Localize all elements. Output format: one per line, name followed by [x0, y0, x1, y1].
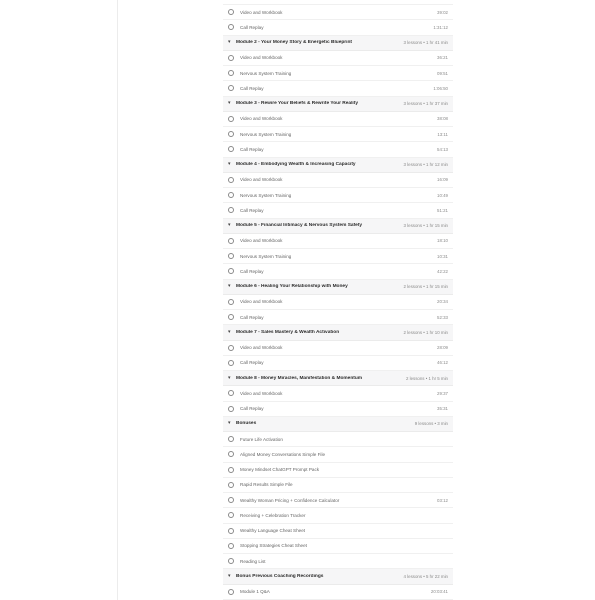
lesson-row[interactable]	[223, 81, 453, 96]
radio-circle-icon	[228, 390, 234, 396]
lesson-duration: 52:33	[437, 314, 448, 320]
module-header[interactable]	[223, 36, 453, 51]
module-header[interactable]	[223, 569, 453, 584]
lesson-duration: 29:37	[437, 390, 448, 396]
radio-circle-icon	[228, 436, 234, 442]
radio-circle-icon	[228, 238, 234, 244]
sidebar-divider	[117, 0, 118, 600]
radio-circle-icon	[228, 177, 234, 183]
lesson-row[interactable]	[223, 539, 453, 554]
module-meta: 9 lessons • 3 min	[414, 421, 448, 427]
lesson-title: Reading List	[240, 558, 266, 564]
module-header[interactable]	[223, 280, 453, 295]
radio-circle-icon	[228, 451, 234, 457]
lesson-row[interactable]	[223, 478, 453, 493]
radio-circle-icon	[228, 70, 234, 76]
lesson-row[interactable]	[223, 341, 453, 356]
lesson-row[interactable]	[223, 173, 453, 188]
radio-circle-icon	[228, 116, 234, 122]
radio-circle-icon	[228, 512, 234, 518]
lesson-row[interactable]	[223, 20, 453, 35]
radio-circle-icon	[228, 9, 234, 15]
module-meta: 3 lessons • 1 hr 37 min	[403, 101, 448, 107]
lesson-row[interactable]	[223, 493, 453, 508]
lesson-title: Call Replay	[240, 24, 264, 30]
module-title: Module 7 - Sales Mastery & Wealth Activation	[236, 329, 340, 335]
lesson-title: Video and Workbook	[240, 238, 283, 244]
lesson-row[interactable]	[223, 524, 453, 539]
module-title: Bonuses	[236, 421, 257, 427]
lesson-row[interactable]	[223, 5, 453, 20]
lesson-title: Future Life Activation	[240, 436, 283, 442]
lesson-title: Money Mindset ChatGPT Prompt Pack	[240, 467, 320, 473]
radio-circle-icon	[228, 268, 234, 274]
module-header[interactable]	[223, 417, 453, 432]
module-header[interactable]	[223, 219, 453, 234]
lesson-row[interactable]	[223, 585, 453, 600]
lesson-row[interactable]	[223, 463, 453, 478]
lesson-duration: 28:09	[437, 345, 448, 351]
radio-circle-icon	[228, 253, 234, 259]
module-title: Bonus Previous Coaching Recordings	[236, 573, 324, 579]
lesson-duration: 35:31	[437, 406, 448, 412]
lesson-row[interactable]	[223, 112, 453, 127]
lesson-duration: 20:03:41	[430, 589, 448, 595]
radio-circle-icon	[228, 360, 234, 366]
lesson-title: Call Replay	[240, 268, 264, 274]
lesson-row[interactable]	[223, 554, 453, 569]
radio-circle-icon	[228, 299, 234, 305]
chevron-down-icon: ▾	[228, 39, 231, 46]
lesson-duration: 13:11	[437, 131, 448, 137]
radio-circle-icon	[228, 589, 234, 595]
lesson-duration: 36:21	[437, 55, 448, 61]
module-meta: 3 lessons • 1 hr 41 min	[403, 40, 448, 46]
lesson-duration: 46:12	[437, 360, 448, 366]
radio-circle-icon	[228, 85, 234, 91]
lesson-row[interactable]	[223, 249, 453, 264]
course-curriculum-list	[223, 0, 453, 600]
lesson-title: Call Replay	[240, 85, 264, 91]
lesson-title: Call Replay	[240, 406, 264, 412]
chevron-down-icon: ▾	[228, 374, 231, 381]
module-title: Module 2 - Your Money Story & Energetic Blueprint	[236, 40, 353, 46]
lesson-row[interactable]	[223, 447, 453, 462]
module-header[interactable]	[223, 325, 453, 340]
module-title: Module 6 - Healing Your Relationship with Money	[236, 284, 348, 290]
chevron-down-icon: ▾	[228, 100, 231, 107]
lesson-row[interactable]	[223, 264, 453, 279]
radio-circle-icon	[228, 131, 234, 137]
radio-circle-icon	[228, 314, 234, 320]
lesson-title: Call Replay	[240, 360, 264, 366]
lesson-title: Call Replay	[240, 207, 264, 213]
lesson-title: Wealthy Woman Pricing + Confidence Calculator	[240, 497, 340, 503]
radio-circle-icon	[228, 345, 234, 351]
lesson-duration: 10:31	[437, 253, 448, 259]
radio-circle-icon	[228, 406, 234, 412]
module-title: Module 5 - Financial Intimacy & Nervous System Safety	[236, 223, 363, 229]
lesson-row[interactable]	[223, 142, 453, 157]
lesson-duration: 38:08	[437, 116, 448, 122]
radio-circle-icon	[228, 24, 234, 30]
lesson-title: Nervous System Training	[240, 131, 292, 137]
lesson-duration: 51:21	[437, 207, 448, 213]
lesson-title: Nervous System Training	[240, 253, 292, 259]
lesson-title: Video and Workbook	[240, 116, 283, 122]
lesson-row[interactable]	[223, 234, 453, 249]
lesson-row[interactable]	[223, 51, 453, 66]
lesson-row[interactable]	[223, 386, 453, 401]
lesson-duration: 54:13	[437, 146, 448, 152]
chevron-down-icon: ▾	[228, 328, 231, 335]
lesson-duration: 16:09	[437, 177, 448, 183]
lesson-title: Stopping Strategies Cheat Sheet	[240, 543, 307, 549]
lesson-duration: 18:10	[437, 238, 448, 244]
chevron-down-icon: ▾	[228, 283, 231, 290]
module-meta: 2 lessons • 1 hr 10 min	[403, 329, 448, 335]
lesson-title: Video and Workbook	[240, 299, 283, 305]
lesson-title: Video and Workbook	[240, 9, 283, 15]
lesson-row[interactable]	[223, 508, 453, 523]
lesson-row[interactable]	[223, 203, 453, 218]
module-header[interactable]	[223, 97, 453, 112]
lesson-row[interactable]	[223, 188, 453, 203]
radio-circle-icon	[228, 482, 234, 488]
lesson-title: Call Replay	[240, 314, 264, 320]
chevron-down-icon: ▾	[228, 222, 231, 229]
lesson-title: Video and Workbook	[240, 55, 283, 61]
radio-circle-icon	[228, 543, 234, 549]
lesson-title: Video and Workbook	[240, 345, 283, 351]
module-header[interactable]	[223, 371, 453, 386]
lesson-title: Nervous System Training	[240, 192, 292, 198]
lesson-title: Rapid Results Simple File	[240, 482, 293, 488]
lesson-title: Call Replay	[240, 146, 264, 152]
lesson-duration: 42:22	[437, 268, 448, 274]
lesson-title: Module 1 Q&A	[240, 589, 270, 595]
radio-circle-icon	[228, 467, 234, 473]
module-meta: 2 lessons • 1 hr 15 min	[403, 284, 448, 290]
radio-circle-icon	[228, 497, 234, 503]
radio-circle-icon	[228, 192, 234, 198]
chevron-down-icon: ▾	[228, 161, 231, 168]
lesson-title: Video and Workbook	[240, 177, 283, 183]
lesson-title: Wealthy Language Cheat Sheet	[240, 528, 306, 534]
module-title: Module 8 - Money Miracles, Manifestation & Momentum	[236, 375, 363, 381]
lesson-duration: 1:06:50	[433, 85, 448, 91]
lesson-title: Nervous System Training	[240, 70, 292, 76]
radio-circle-icon	[228, 55, 234, 61]
lesson-title: Video and Workbook	[240, 390, 283, 396]
module-title: Module 3 - Rewire Your Beliefs & Rewrite Your Reality	[236, 101, 358, 107]
lesson-duration: 09:51	[437, 70, 448, 76]
radio-circle-icon	[228, 146, 234, 152]
lesson-row[interactable]	[223, 356, 453, 371]
lesson-title: Aligned Money Conversations Simple File	[240, 451, 326, 457]
radio-circle-icon	[228, 558, 234, 564]
lesson-duration: 03:12	[437, 497, 448, 503]
lesson-duration: 20:34	[437, 299, 448, 305]
module-meta: 3 lessons • 1 hr 15 min	[403, 223, 448, 229]
chevron-down-icon: ▾	[228, 420, 231, 427]
lesson-duration: 1:31:12	[433, 24, 448, 30]
module-header[interactable]	[223, 158, 453, 173]
lesson-row[interactable]	[223, 402, 453, 417]
lesson-row[interactable]	[223, 66, 453, 81]
module-meta: 4 lessons • 5 hr 22 min	[403, 573, 448, 579]
lesson-row[interactable]	[223, 295, 453, 310]
lesson-title: Receiving + Celebration Tracker	[240, 512, 306, 518]
module-meta: 3 lessons • 1 hr 12 min	[403, 162, 448, 168]
module-meta: 2 lessons • 1 hr 5 min	[405, 375, 448, 381]
lesson-duration: 10:49	[437, 192, 448, 198]
lesson-row[interactable]	[223, 432, 453, 447]
lesson-row[interactable]	[223, 310, 453, 325]
lesson-duration: 39:02	[437, 9, 448, 15]
radio-circle-icon	[228, 207, 234, 213]
module-title: Module 4 - Embodying Wealth & Increasing Capacity	[236, 162, 356, 168]
chevron-down-icon: ▾	[228, 572, 231, 579]
lesson-row[interactable]	[223, 127, 453, 142]
radio-circle-icon	[228, 528, 234, 534]
